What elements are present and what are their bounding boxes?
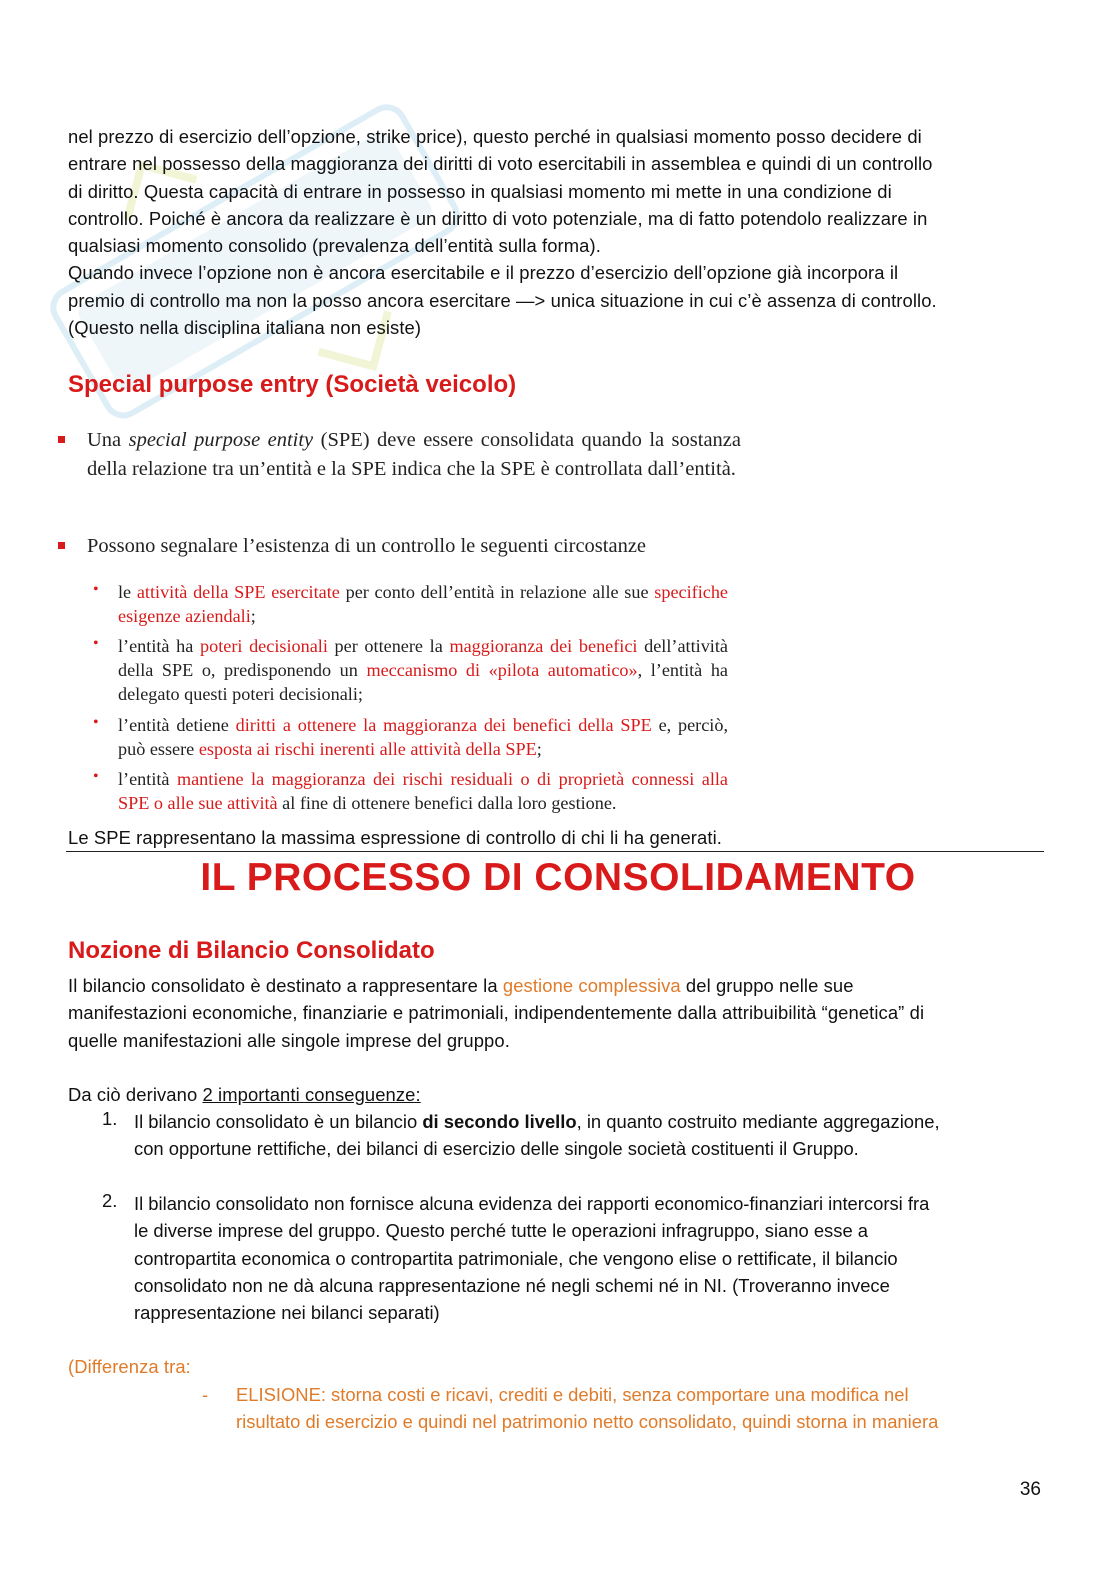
spe-bullet-1: Una special purpose entity (SPE) deve essere consolidata quando la sostanza della relazione tra un’entità e la SPE indica che la SPE è controllata dall’entità.	[87, 429, 742, 480]
chapter-heading: Nozione di Bilancio Consolidato	[68, 937, 435, 964]
list-item-2: Il bilancio consolidato non fornisce alcuna evidenza dei rapporti economico-finanziari intercorsi fra le diverse imprese del gruppo. Questo perché tutte le operazioni infragruppo, siano esse a contropartita economica o contropartita patrimoniale, che vengono elise o rettificate, il bilancio consolidato non ne dà alcuna rappresentazione né negli schemi né in NI. (Troveranno invece rappresentazione nei bilanci separati)	[134, 1193, 930, 1324]
intro-line: nel prezzo di esercizio dell’opzione, strike price), questo perché in qualsiasi momento posso decidere di	[68, 126, 922, 147]
square-bullet-icon	[58, 436, 65, 443]
spe-sub-bullet-2: l’entità ha poteri decisionali per ottenere la maggioranza dei benefici dell’attività della SPE o, predisponendo un meccanismo di «pilota automatico», l’entità ha delegato questi poteri decisionali;	[118, 636, 728, 704]
list-number: 1.	[102, 1108, 118, 1129]
list-number: 2.	[102, 1190, 118, 1211]
intro-line: qualsiasi momento consolido (prevalenza dell’entità sulla forma).	[68, 235, 601, 257]
red-dot-bullet-icon: •	[93, 768, 99, 785]
spe-heading: Special purpose entry (Società veicolo)	[68, 371, 517, 398]
nozione-paragraph: Il bilancio consolidato è destinato a rappresentare la gestione complessiva del gruppo nelle sue manifestazioni economiche, finanziarie e patrimoniali, indipendentemente dalla attribuibilità “genetica” di quelle manifestazioni alle singole imprese del gruppo.	[68, 975, 925, 1051]
intro-line: di diritto. Questa capacità di entrare in possesso in qualsiasi momento mi mette in una condizione di	[68, 180, 892, 202]
intro-line: Quando invece l’opzione non è ancora esercitabile e il prezzo d’esercizio dell’opzione già incorpora il	[68, 262, 899, 284]
red-dot-bullet-icon: •	[93, 581, 99, 598]
spe-sub-bullet-4: l’entità mantiene la maggioranza dei rischi residuali o di proprietà connessi alla SPE o alle sue attività al fine di ottenere benefici dalla loro gestione.	[118, 769, 729, 813]
list-item-1: Il bilancio consolidato è un bilancio di secondo livello, in quanto costruito mediante aggregazione, con opportune rettifiche, dei bilanci di esercizio delle singole società costituenti il Gruppo.	[134, 1111, 940, 1160]
page-number: 36	[1019, 1479, 1041, 1500]
spe-sub-bullet-3: l’entità detiene diritti a ottenere la maggioranza dei benefici della SPE e, perciò, può essere esposta ai rischi inerenti alle attività della SPE;	[118, 715, 729, 759]
dash-bullet: -	[202, 1384, 209, 1405]
intro-paragraph	[68, 123, 1048, 341]
spe-bullet-2: Possono segnalare l’esistenza di un controllo le seguenti circostanze	[87, 535, 647, 557]
difference-label: (Differenza tra:	[68, 1356, 191, 1377]
square-bullet-icon	[58, 542, 65, 549]
section-divider	[66, 851, 1044, 852]
chapter-title: IL PROCESSO DI CONSOLIDAMENTO	[200, 856, 916, 899]
intro-line: controllo. Poiché è ancora da realizzare è un diritto di voto potenziale, ma di fatto potendolo realizzare in	[68, 207, 928, 229]
spe-closing: Le SPE rappresentano la massima espressione di controllo di chi li ha generati.	[68, 827, 722, 848]
red-dot-bullet-icon: •	[93, 635, 99, 652]
red-dot-bullet-icon: •	[93, 714, 99, 731]
highlight-text: gestione complessiva	[502, 975, 681, 996]
intro-line: (Questo nella disciplina italiana non esiste)	[68, 317, 422, 339]
intro-line: entrare nel possesso della maggioranza dei diritti di voto esercitabili in assemblea e quindi di un controllo	[68, 153, 933, 175]
intro-line: premio di controllo ma non la posso ancora esercitare —> unica situazione in cui c’è assenza di controllo.	[68, 289, 937, 311]
consequences-intro: Da ciò derivano 2 importanti conseguenze:	[68, 1084, 421, 1105]
spe-sub-bullet-1: le attività della SPE esercitate per conto dell’entità in relazione alle sue specifiche esigenze aziendali;	[118, 582, 728, 626]
elisione-item: ELISIONE: storna costi e ricavi, crediti e debiti, senza comportare una modifica nel risultato di esercizio e quindi nel patrimonio netto consolidato, quindi storna in maniera	[236, 1384, 939, 1433]
